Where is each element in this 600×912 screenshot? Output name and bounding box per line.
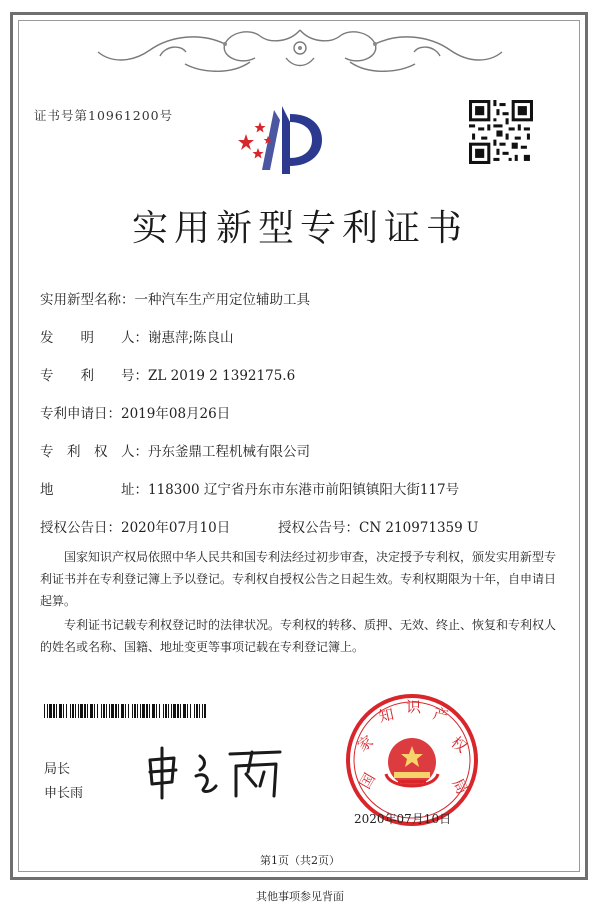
- certificate-title: 实用新型专利证书: [131, 208, 468, 249]
- barcode-bar: [63, 704, 64, 718]
- barcode-bar: [94, 704, 95, 718]
- barcode-bar: [204, 704, 206, 718]
- svg-text:局: 局: [448, 775, 472, 798]
- field-label: 发 明 人：: [40, 330, 148, 346]
- barcode-bar: [149, 704, 150, 718]
- svg-text:产: 产: [431, 704, 450, 726]
- field-value: 2020年07月10日: [121, 520, 231, 536]
- barcode-bar: [142, 704, 145, 718]
- barcode-bar: [165, 704, 167, 718]
- barcode-bar: [156, 704, 157, 718]
- barcode-bar: [177, 704, 179, 718]
- barcode-bar: [180, 704, 181, 718]
- field-inventor: [40, 326, 234, 346]
- field-filing-date: [40, 402, 230, 422]
- patent-office-logo-icon: [232, 100, 332, 180]
- field-label: 授权公告号：: [278, 520, 359, 536]
- field-value: 谢惠萍;陈良山: [148, 330, 234, 346]
- barcode-bar: [137, 704, 138, 718]
- seal-date: 2020年07月10日: [354, 812, 452, 826]
- director-name: 申长雨: [44, 786, 84, 801]
- barcode-bar: [199, 704, 200, 718]
- barcode-bar: [187, 704, 188, 718]
- barcode-bar: [202, 704, 203, 718]
- field-value: 一种汽车生产用定位辅助工具: [134, 292, 310, 308]
- barcode-bar: [190, 704, 191, 718]
- certificate-statement-paragraph: 国家知识产权局依照中华人民共和国专利法经过初步审查，决定授予专利权，颁发实用新型专利证书并在专利登记簿上予以登记。专利权自授权公告之日起生效。专利权期限为十年，自申请日起算。: [40, 550, 557, 608]
- barcode-bar: [87, 704, 88, 718]
- field-label: 专 利 权 人：: [40, 444, 148, 460]
- barcode-bar: [125, 704, 126, 718]
- svg-text:识: 识: [406, 698, 422, 716]
- barcode-bar: [56, 704, 57, 718]
- barcode-bar: [59, 704, 62, 718]
- field-value: ZL 2019 2 1392175.6: [148, 368, 296, 384]
- barcode-bar: [80, 704, 83, 718]
- field-grant-number: [278, 516, 478, 536]
- field-value: 118300 辽宁省丹东市东港市前阳镇镇阳大街117号: [148, 482, 460, 498]
- field-grant-date: [40, 516, 230, 536]
- barcode-bar: [134, 704, 136, 718]
- barcode-bar: [140, 704, 141, 718]
- field-value: 2019年08月26日: [121, 406, 231, 422]
- barcode-bar: [90, 704, 93, 718]
- field-label: 实用新型名称：: [40, 292, 135, 308]
- field-label: 地 址：: [40, 482, 148, 498]
- field-label: 专 利 号：: [40, 368, 148, 384]
- barcode-bar: [194, 704, 195, 718]
- barcode-bar: [84, 704, 86, 718]
- barcode-bar: [163, 704, 164, 718]
- barcode-bar: [44, 704, 45, 718]
- field-patentee: [40, 440, 310, 460]
- barcode-bar: [49, 704, 52, 718]
- certificate-number: 证书号第10961200号: [34, 108, 174, 123]
- field-label: 授权公告日：: [40, 520, 121, 536]
- barcode-icon: [44, 704, 206, 718]
- field-patent-number: [40, 364, 295, 384]
- barcode-bar: [53, 704, 55, 718]
- barcode-bar: [168, 704, 169, 718]
- barcode-bar: [111, 704, 114, 718]
- barcode-bar: [70, 704, 71, 718]
- barcode-bar: [118, 704, 119, 718]
- barcode-bar: [152, 704, 155, 718]
- barcode-bar: [72, 704, 74, 718]
- legal-status-paragraph: 专利证书记载专利权登记时的法律状况。专利权的转移、质押、无效、终止、恢复和专利权人的姓名或名称、国籍、地址变更等事项记载在专利登记簿上。: [40, 618, 557, 654]
- footer-note: 其他事项参见背面: [256, 890, 344, 903]
- barcode-bar: [171, 704, 172, 718]
- barcode-bar: [101, 704, 102, 718]
- barcode-bar: [115, 704, 117, 718]
- barcode-bar: [75, 704, 76, 718]
- field-value: 丹东釜鼎工程机械有限公司: [148, 444, 310, 460]
- qr-code-icon: [469, 100, 533, 164]
- barcode-bar: [78, 704, 79, 718]
- field-address: [40, 478, 459, 498]
- field-label: 专利申请日：: [40, 406, 121, 422]
- svg-text:知: 知: [377, 705, 396, 726]
- field-value: CN 210971359 U: [359, 520, 479, 536]
- svg-text:家: 家: [353, 731, 377, 756]
- barcode-bar: [106, 704, 107, 718]
- barcode-bar: [66, 704, 67, 718]
- barcode-bar: [173, 704, 176, 718]
- svg-text:权: 权: [447, 732, 471, 757]
- barcode-bar: [183, 704, 186, 718]
- barcode-bar: [159, 704, 160, 718]
- director-title: 局长: [44, 762, 71, 777]
- page-number: 第1页（共2页）: [260, 854, 340, 867]
- official-seal-icon: [342, 690, 482, 830]
- barcode-bar: [146, 704, 148, 718]
- barcode-bar: [121, 704, 124, 718]
- barcode-bar: [97, 704, 98, 718]
- svg-text:国: 国: [355, 769, 379, 792]
- decorative-ornament: [90, 22, 510, 84]
- field-utility-model-name: [40, 288, 310, 308]
- barcode-bar: [128, 704, 129, 718]
- barcode-bar: [132, 704, 133, 718]
- director-signature-icon: [140, 742, 290, 802]
- barcode-bar: [196, 704, 198, 718]
- barcode-bar: [109, 704, 110, 718]
- barcode-bar: [47, 704, 48, 718]
- barcode-bar: [103, 704, 105, 718]
